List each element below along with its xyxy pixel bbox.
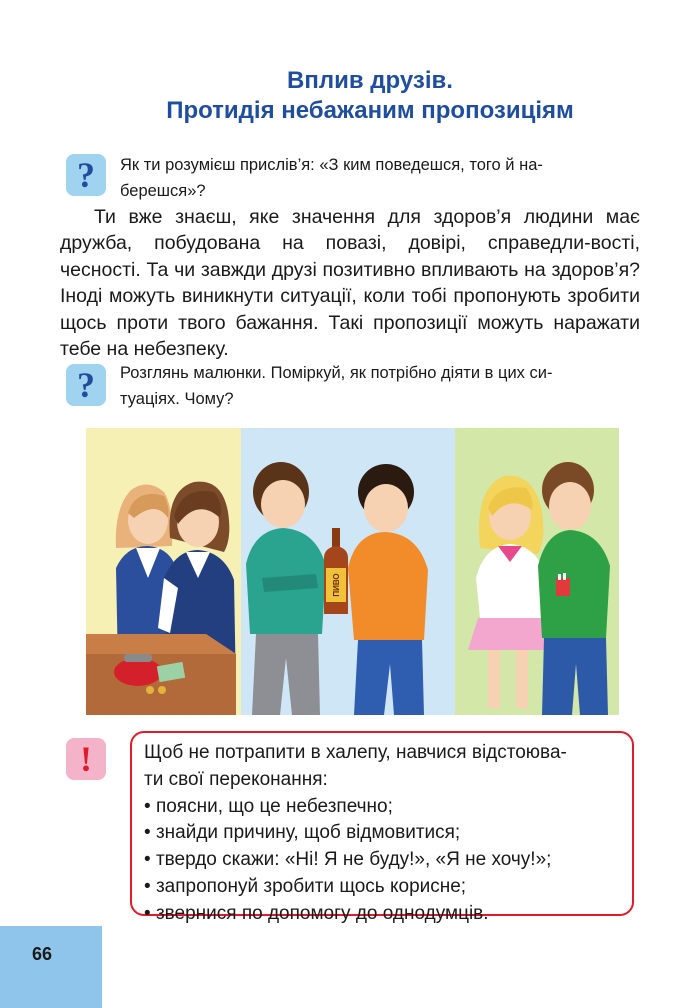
question-mark-icon: ? — [66, 364, 106, 406]
tip-item: • поясни, що це небезпечно; — [144, 794, 622, 821]
question-1-line-1: Як ти розумієш прислів’я: «З ким поведешся, того й на- — [120, 156, 543, 174]
tip-box — [130, 731, 634, 924]
exclamation-mark-icon: ! — [66, 738, 106, 780]
tip-item: • звернися по допомогу до однодумців. — [144, 901, 622, 928]
tip-item: • твердо скажи: «Ні! Я не буду!», «Я не хочу!»; — [144, 847, 622, 874]
tip-intro-line-2: ти свої переконання: — [144, 768, 328, 790]
title-line-2: Протидія небажаним пропозиціям — [166, 97, 574, 124]
page-number: 66 — [32, 944, 53, 964]
question-2-line-1: Розглянь малюнки. Поміркуй, як потрібно діяти в цих си- — [120, 364, 553, 382]
bottle-label: ПИВО — [332, 573, 341, 597]
question-2-line-2: туаціях. Чому? — [120, 390, 234, 408]
question-1-text — [120, 152, 640, 204]
main-paragraph-text: Ти вже знаєш, яке значення для здоров’я людини має дружба, побудована на повазі, довірі, справедли-вості, чесності. Та чи завжди друзі позитивно впливають на здоров’я? Іноді можуть виникнути ситуації, коли тобі пропонують зробити щось проти твого бажання. Такі пропозиції можуть наражати тебе на небезпеку. — [60, 206, 640, 361]
page-number-bar — [0, 926, 102, 1008]
purse — [114, 658, 162, 686]
illustration-svg — [86, 428, 619, 715]
question-1-line-2: берешся»? — [120, 182, 206, 200]
question-mark-icon: ? — [66, 154, 106, 196]
tip-list — [144, 794, 622, 928]
title-line-1: Вплив друзів. — [287, 67, 453, 94]
cigarette-pack — [556, 578, 570, 596]
tip-intro-line-1: Щоб не потрапити в халепу, навчися відстоюва- — [144, 742, 567, 763]
question-2-text — [120, 360, 640, 412]
tip-item: • запропонуй зробити щось корисне; — [144, 874, 622, 901]
page-title — [60, 66, 680, 126]
tip-item: • знайди причину, щоб відмовитися; — [144, 820, 622, 847]
situations-illustration — [86, 428, 619, 715]
main-paragraph — [60, 204, 640, 362]
